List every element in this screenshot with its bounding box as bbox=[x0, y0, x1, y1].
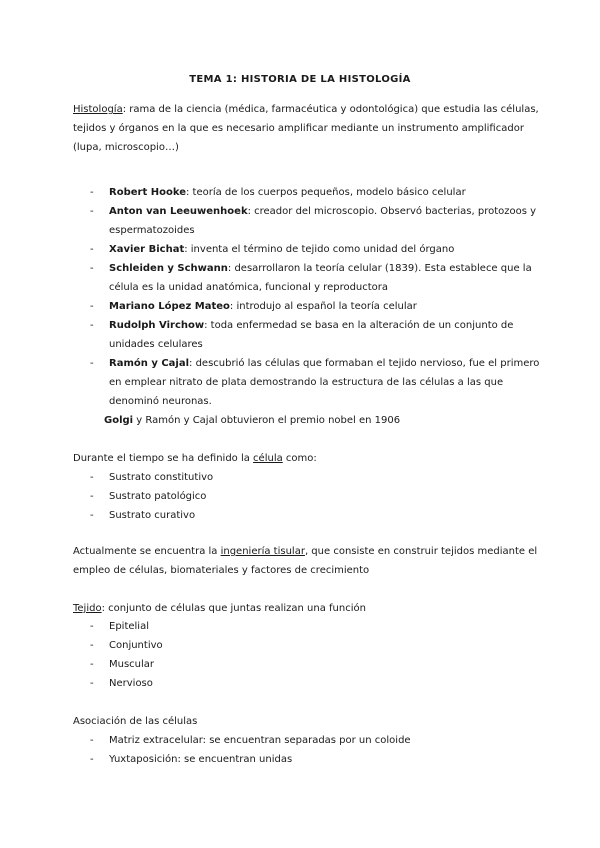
list-item bbox=[73, 316, 543, 354]
historian-name: Mariano López Mateo bbox=[109, 301, 230, 312]
historian-description: : introdujo al español la teoría celular bbox=[229, 301, 417, 312]
list-item: - Sustrato patológico bbox=[73, 487, 543, 506]
list-item: - Sustrato constitutivo bbox=[73, 468, 543, 487]
list-item bbox=[73, 183, 543, 202]
association-heading: Asociación de las células bbox=[73, 716, 198, 727]
historian-name: Anton van Leeuwenhoek bbox=[109, 206, 248, 217]
historian-name: Robert Hooke bbox=[109, 187, 186, 198]
historian-name: Rudolph Virchow bbox=[109, 320, 205, 331]
list-item bbox=[73, 259, 543, 297]
historian-description: : descubrió las células que formaban el tejido nervioso, fue el primero en emplear nitrato de plata demostrando la estructura de las células a las que denominó neuronas. bbox=[109, 358, 540, 407]
historian-description: : desarrollaron la teoría celular (1839). Esta establece que la célula es la unidad anatómica, funcional y reproductora bbox=[109, 263, 532, 293]
list-item: - Conjuntivo bbox=[73, 636, 543, 655]
histologia-definition: : rama de la ciencia (médica, farmacéutica y odontológica) que estudia las células, tejidos y órganos en la que es necesario amplificar mediante un instrumento amplificador (lupa, microscopio…) bbox=[73, 104, 539, 153]
list-item bbox=[73, 297, 543, 316]
tissue-list bbox=[73, 617, 543, 693]
cell-text-before: Durante el tiempo se ha definido la bbox=[73, 453, 254, 464]
cell-paragraph bbox=[73, 449, 543, 468]
historian-description: : toda enfermedad se basa en la alteración de un conjunto de unidades celulares bbox=[109, 320, 514, 350]
page-title: TEMA 1: HISTORIA DE LA HISTOLOGÍA bbox=[189, 74, 411, 85]
list-item bbox=[73, 240, 543, 259]
engineering-text-before: Actualmente se encuentra la bbox=[73, 546, 221, 557]
intro-paragraph bbox=[73, 100, 543, 157]
list-item: - Yuxtaposición: se encuentran unidas bbox=[73, 750, 543, 769]
list-item: - Matriz extracelular: se encuentran separadas por un coloide bbox=[73, 731, 543, 750]
historian-description: : inventa el término de tejido como unidad del órgano bbox=[184, 244, 455, 255]
historian-name: Schleiden y Schwann bbox=[109, 263, 228, 274]
nobel-name: Golgi bbox=[104, 415, 134, 426]
list-item bbox=[73, 354, 543, 411]
historians-list bbox=[73, 183, 543, 411]
list-item: - Epitelial bbox=[73, 617, 543, 636]
histologia-term: Histología bbox=[73, 104, 123, 115]
historian-name: Xavier Bichat bbox=[109, 244, 185, 255]
tissue-paragraph bbox=[73, 599, 543, 618]
engineering-text-after: , que consiste en construir tejidos mediante el empleo de células, biomateriales y factores de crecimiento bbox=[73, 546, 538, 576]
historian-description: : creador del microscopio. Observó bacterias, protozoos y espermatozoides bbox=[109, 206, 537, 236]
list-item: - Sustrato curativo bbox=[73, 506, 543, 525]
nobel-note bbox=[104, 411, 544, 430]
engineering-paragraph bbox=[73, 542, 543, 580]
cell-list bbox=[73, 468, 543, 525]
cell-term: célula bbox=[253, 453, 283, 464]
tissue-term: Tejido bbox=[73, 603, 102, 614]
historian-name: Ramón y Cajal bbox=[109, 358, 190, 369]
historian-description: : teoría de los cuerpos pequeños, modelo básico celular bbox=[185, 187, 466, 198]
cell-text-after: como: bbox=[282, 453, 317, 464]
tissue-definition: : conjunto de células que juntas realizan una función bbox=[101, 603, 366, 614]
list-item: - Muscular bbox=[73, 655, 543, 674]
list-item: - Nervioso bbox=[73, 674, 543, 693]
association-list bbox=[73, 731, 543, 769]
list-item bbox=[73, 202, 543, 240]
nobel-text: y Ramón y Cajal obtuvieron el premio nobel en 1906 bbox=[133, 415, 401, 426]
engineering-term: ingeniería tisular bbox=[220, 546, 305, 557]
